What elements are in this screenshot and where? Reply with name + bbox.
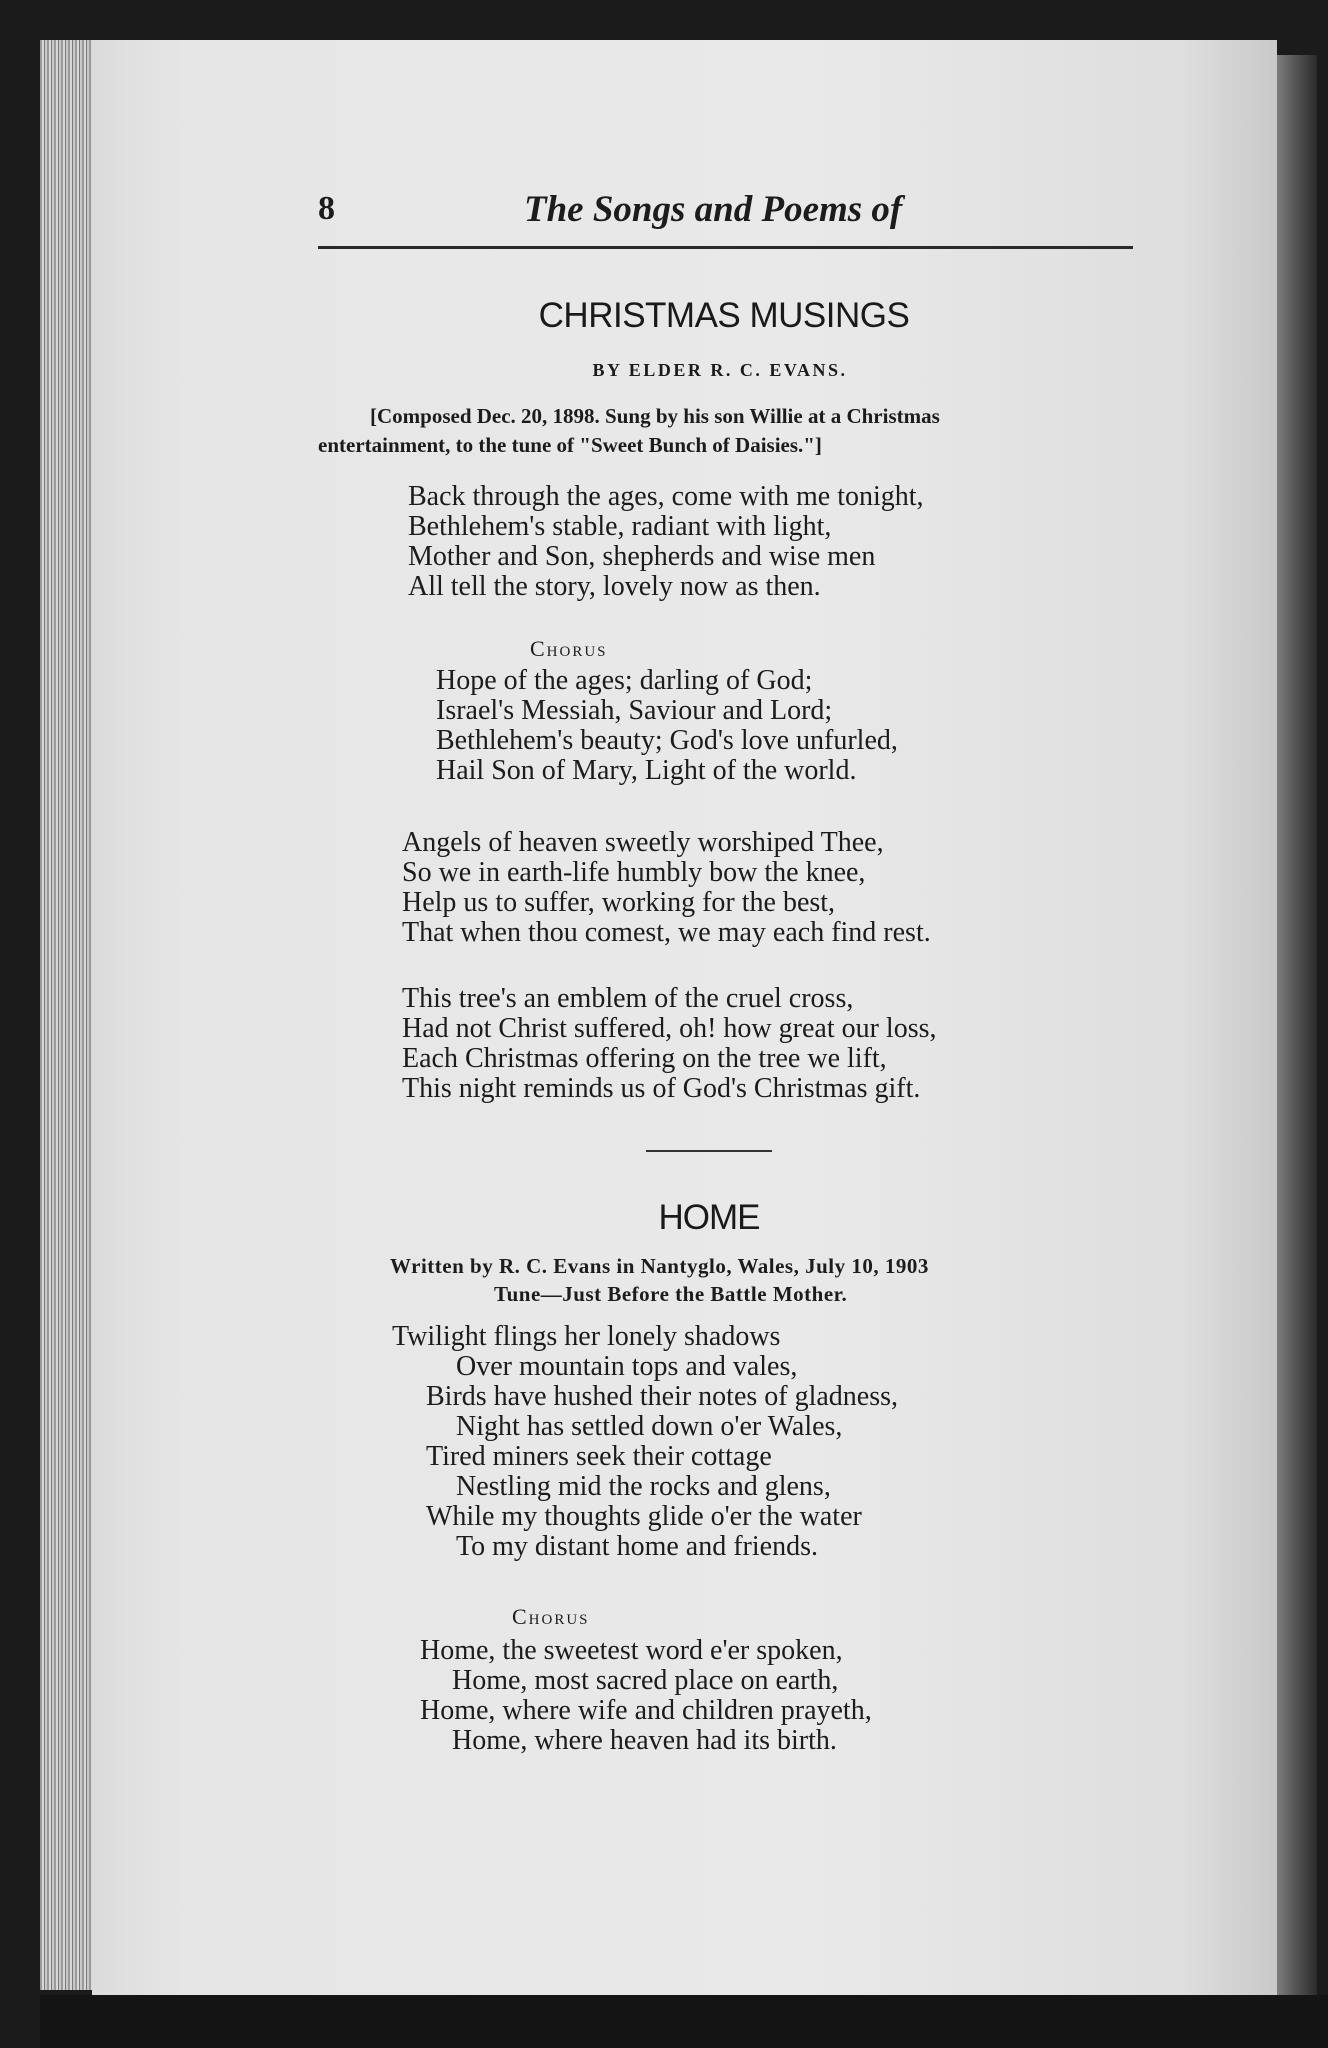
verse-line: Nestling mid the rocks and glens, bbox=[456, 1471, 831, 1502]
verse-line: While my thoughts glide o'er the water bbox=[426, 1501, 862, 1532]
verse-line: Each Christmas offering on the tree we lift, bbox=[402, 1043, 887, 1074]
verse-line: Bethlehem's beauty; God's love unfurled, bbox=[436, 725, 898, 756]
verse-line: So we in earth-life humbly bow the knee, bbox=[402, 857, 866, 888]
verse-line: Home, the sweetest word e'er spoken, bbox=[420, 1635, 843, 1666]
verse-line: Home, most sacred place on earth, bbox=[452, 1665, 839, 1696]
verse-line: Back through the ages, come with me tonight, bbox=[408, 481, 924, 512]
verse-line: Home, where wife and children prayeth, bbox=[420, 1695, 872, 1726]
stanza-3 bbox=[402, 984, 937, 1104]
section-divider bbox=[646, 1150, 772, 1152]
verse-line: Angels of heaven sweetly worshiped Thee, bbox=[402, 827, 884, 858]
verse-line: Home, where heaven had its birth. bbox=[452, 1725, 837, 1756]
chorus-label: Chorus bbox=[530, 636, 608, 661]
note-line: Tune—Just Before the Battle Mother. bbox=[494, 1282, 848, 1306]
note-line: [Composed Dec. 20, 1898. Sung by his son Willie at a Christmas bbox=[370, 404, 940, 428]
verse-line: This tree's an emblem of the cruel cross, bbox=[402, 983, 854, 1014]
poem-title: CHRISTMAS MUSINGS bbox=[538, 296, 910, 335]
written-note bbox=[390, 1252, 929, 1308]
note-line: entertainment, to the tune of "Sweet Bunch of Daisies."] bbox=[318, 433, 822, 457]
chorus-stanza-home bbox=[420, 1636, 872, 1756]
running-title: The Songs and Poems of bbox=[524, 189, 903, 230]
note-line: Written by R. C. Evans in Nantyglo, Wales, July 10, 1903 bbox=[390, 1254, 929, 1278]
verse-line: Hope of the ages; darling of God; bbox=[436, 665, 813, 696]
verse-line: Tired miners seek their cottage bbox=[426, 1441, 772, 1472]
bottom-shadow bbox=[40, 1995, 1328, 2048]
verse-line: That when thou comest, we may each find rest. bbox=[402, 917, 931, 948]
verse-line: Over mountain tops and vales, bbox=[456, 1351, 798, 1382]
verse-line: Mother and Son, shepherds and wise men bbox=[408, 541, 876, 572]
verse-line: Hail Son of Mary, Light of the world. bbox=[436, 755, 857, 786]
stanza-home-1 bbox=[392, 1322, 898, 1562]
book-spine-shadow bbox=[1277, 55, 1317, 2015]
verse-line: Bethlehem's stable, radiant with light, bbox=[408, 511, 832, 542]
verse-line: Israel's Messiah, Saviour and Lord; bbox=[436, 695, 833, 726]
verse-line: This night reminds us of God's Christmas gift. bbox=[402, 1073, 921, 1104]
poem-title: HOME bbox=[658, 1198, 760, 1237]
composition-note bbox=[318, 402, 1138, 460]
running-header bbox=[318, 188, 1133, 248]
verse-line: Birds have hushed their notes of gladness, bbox=[426, 1381, 899, 1412]
header-rule bbox=[318, 246, 1133, 249]
verse-line: Help us to suffer, working for the best, bbox=[402, 887, 836, 918]
verse-line: All tell the story, lovely now as then. bbox=[408, 571, 821, 602]
chorus-label: Chorus bbox=[512, 1604, 590, 1629]
verse-line: Twilight flings her lonely shadows bbox=[392, 1321, 781, 1352]
poem-byline: BY ELDER R. C. EVANS. bbox=[592, 360, 848, 380]
stanza-2 bbox=[402, 828, 931, 948]
chorus-stanza bbox=[436, 666, 898, 786]
verse-line: Night has settled down o'er Wales, bbox=[456, 1411, 843, 1442]
page-number: 8 bbox=[318, 190, 335, 227]
stanza-1 bbox=[408, 482, 924, 602]
verse-line: To my distant home and friends. bbox=[456, 1531, 818, 1562]
verse-line: Had not Christ suffered, oh! how great our loss, bbox=[402, 1013, 937, 1044]
